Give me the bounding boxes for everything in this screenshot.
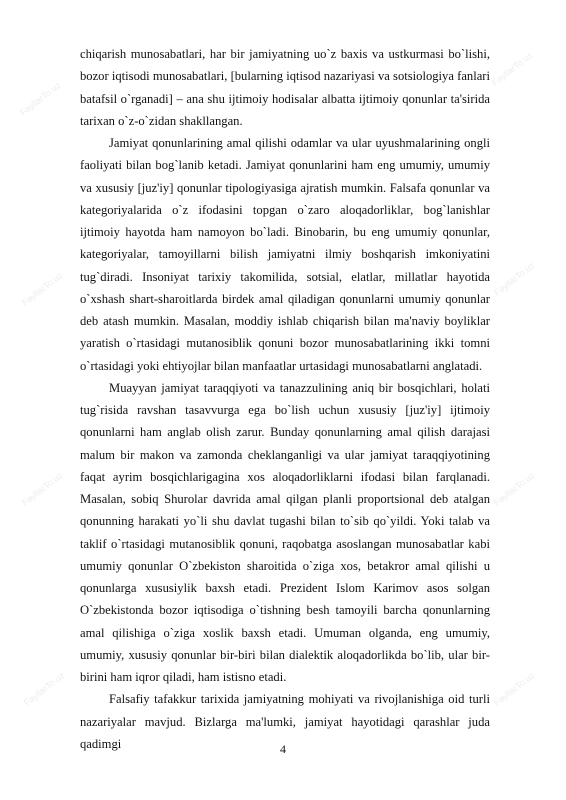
paragraph: Muayyan jamiyat taraqqiyoti va tanazzulining aniq bir bosqichlari, holati tug`risida ravshan tasavvurga ega bo`lish uchun xususiy [juz'iy] ijtimoiy qonunlarni ham anglab olish zarur. Bunday qonunlarning amal qilish darajasi malum bir makon va zamonda cheklanganligi va ular jamiyat taraqqiyotining faqat ayrim bosqichlarigagina xos aloqadorliklarni ifodasi bilan farqlanadi. Masalan, sobiq Shurolar davrida amal qilgan planli proportsional deb atalgan qonunning harakati yo`li shu davlat tugashi bilan to`sib qo`yildi. Yoki talab va taklif o`rtasidagi mutanosiblik qonuni, raqobatga asoslangan munosabatlar kabi umumiy qonunlar O`zbekiston sharoitida o`ziga xos, betakror amal qilishi u qonunlarga xususiylik baxsh etadi. Prezident Islom Karimov asos solgan O`zbekistonda bozor iqtisodiga o`tishning besh tamoyili barcha qonunlarning amal qilishiga o`ziga xoslik baxsh etadi. Umuman olganda, eng umumiy, umumiy, xususiy qonunlar bir-biri bilan dialektik aloqadorlikda bo`lib, ular bir-birini ham iqror qiladi, ham istisno etadi. <box>80 380 490 684</box>
watermark: FayllarTo.uz <box>492 470 537 508</box>
paragraph: Jamiyat qonunlarining amal qilishi odamlar va ular uyushmalarining ongli faoliyati bilan bog`lanib ketadi. Jamiyat qonunlarini ham eng umumiy, umumiy va xususiy [juz'iy] qonunlar tipologiyasiga ajratish mumkin. Falsafa qonunlar va kategoriyalarida o`z ifodasini topgan o`zaro aloqadorliklar, bog`lanishlar ijtimoiy hayotda ham namoyon bo`ladi. Binobarin, bu eng umumiy qonunlar, kategoriyalar, tamoyillarni bilish jamiyatni ilmiy boshqarish imkoniyatini tug`diradi. Insoniyat tarixiy takomilida, sotsial, elatlar, millatlar hayotida o`xshash shart-sharoitlarda birdek amal qiladigan qonunlarni umumiy qonunlar deb atash mumkin. Masalan, moddiy ishlab chiqarish bilan ma'naviy boyliklar yaratish o`rtasidagi mutanosiblik qonuni bozor munosabatlarining ikki tomni o`rtasidagi yoki ehtiyojlar bilan manfaatlar urtasidagi munosabatlarni anglatadi. <box>80 136 490 373</box>
watermark: FayllarTo.uz <box>490 50 535 88</box>
paragraph: Falsafiy tafakkur tarixida jamiyatning mohiyati va rivojlanishiga oid turli nazariyalar mavjud. Bizlarga ma'lumki, jamiyat hayotidagi qarashlar juda qadimgi <box>80 692 490 751</box>
watermark: FayllarTo.uz <box>18 80 63 118</box>
page-number: 4 <box>280 742 286 756</box>
watermark: FayllarTo.uz <box>492 260 537 298</box>
watermark: FayllarTo.uz <box>20 270 65 308</box>
body-text <box>80 43 490 755</box>
watermark: FayllarTo.uz <box>22 670 67 708</box>
watermark: FayllarTo.uz <box>20 470 65 508</box>
paragraph-continued: chiqarish munosabatlari, har bir jamiyatning uo`z baxis va ustkurmasi bo`lishi, bozor iqtisodi munosabatlari, [bularning iqtisod nazariyasi va sotsiologiya fanlari batafsil o`rganadi] – ana shu ijtimoiy hodisalar albatta ijtimoiy qonunlar ta'sirida tarixan o`z-o`zidan shakllangan. <box>80 47 490 128</box>
watermark: FayllarTo.uz <box>492 670 537 708</box>
